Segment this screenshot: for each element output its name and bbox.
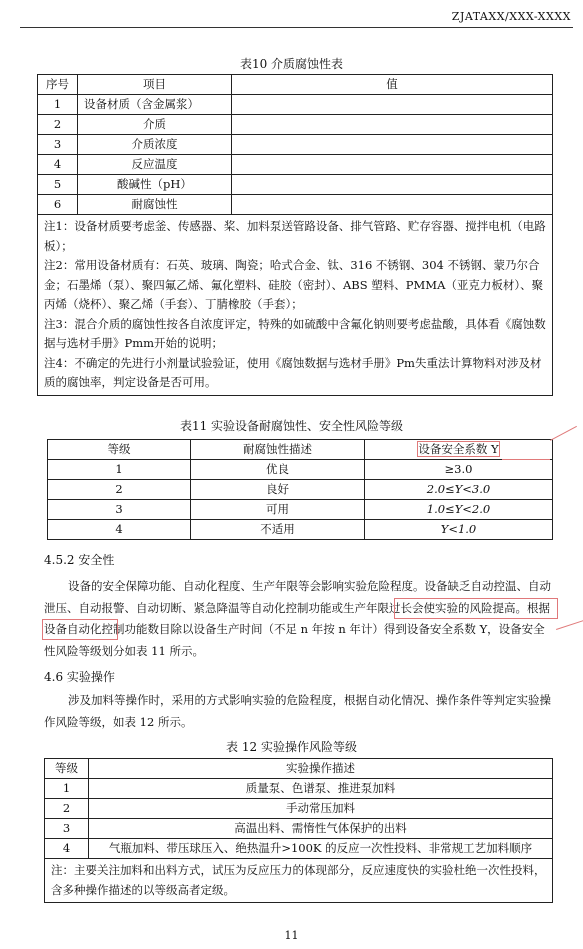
table-notes-row	[38, 215, 553, 396]
note-4: 注4：不确定的先进行小剂量试验验证，使用《腐蚀数据与选材手册》Pm失重法计算物料对涉及材质的腐蚀率，判定设备是否可用。	[44, 355, 542, 389]
note-2: 注2：常用设备材质有：石英、玻璃、陶瓷；哈式合金、钛、316 不锈钢、304 不锈钢、蒙乃尔合金；石墨烯（泵）、聚四氟乙烯、氟化塑料、硅胶（密封）、ABS 塑料、PMMA（亚克力板材）、聚丙烯（烧杯）、聚乙烯（手套）、丁腈橡胶（手套）；	[44, 258, 544, 311]
document-code: ZJATAXX/XXX-XXXX	[451, 10, 571, 23]
col-header	[365, 440, 553, 460]
section-heading: 4.6 实验操作	[44, 670, 115, 684]
cell-value[interactable]	[232, 175, 553, 195]
col-header: 值	[232, 75, 553, 95]
col-header: 项目	[78, 75, 232, 95]
table-header-row	[38, 75, 553, 95]
cell-value[interactable]	[232, 135, 553, 155]
cell-desc: 气瓶加料、带压球压入、绝热温升>100K 的反应一次性投料、非常规工艺加料顺序	[89, 839, 553, 859]
table10-notes	[38, 215, 553, 396]
note-3: 注3：混合介质的腐蚀性按各自浓度评定，特殊的如硫酸中含氟化钠则要考虑盐酸，具体看《腐蚀数据与选材手册》Pmm开始的说明；	[44, 316, 546, 350]
table12	[44, 758, 553, 903]
table-row	[45, 839, 553, 859]
annotation-connector	[556, 620, 583, 630]
cell-item: 介质浓度	[78, 135, 232, 155]
cell-no: 2	[38, 115, 78, 135]
cell-no: 6	[38, 195, 78, 215]
table-row	[45, 799, 553, 819]
cell-desc: 优良	[191, 460, 365, 480]
cell-factor: Y<1.0	[365, 520, 553, 540]
cell-desc: 不适用	[191, 520, 365, 540]
cell-value[interactable]	[232, 195, 553, 215]
table10	[37, 74, 553, 396]
table-header-row	[45, 759, 553, 779]
cell-desc: 质量泵、色谱泵、推进泵加料	[89, 779, 553, 799]
cell-level: 2	[45, 799, 89, 819]
cell-level: 1	[48, 460, 191, 480]
section-heading: 4.5.2 安全性	[44, 553, 115, 567]
table-row	[38, 155, 553, 175]
cell-factor: ≥3.0	[365, 460, 553, 480]
col-header: 耐腐蚀性描述	[191, 440, 365, 460]
cell-item: 酸碱性（pH）	[78, 175, 232, 195]
cell-desc: 手动常压加料	[89, 799, 553, 819]
table-row	[38, 175, 553, 195]
col-header: 等级	[45, 759, 89, 779]
cell-item: 介质	[78, 115, 232, 135]
section-paragraph: 涉及加料等操作时，采用的方式影响实验的危险程度，根据自动化情况、操作条件等判定实验操作风险等级，如表 12 所示。	[44, 693, 551, 729]
cell-no: 3	[38, 135, 78, 155]
table-row	[48, 460, 553, 480]
table-row	[45, 779, 553, 799]
header-rule	[20, 27, 573, 28]
col-header: 序号	[38, 75, 78, 95]
table-row	[38, 95, 553, 115]
cell-no: 4	[38, 155, 78, 175]
cell-no: 5	[38, 175, 78, 195]
table-row	[38, 135, 553, 155]
table12-caption: 表 12 实验操作风险等级	[226, 740, 357, 754]
col-header: 等级	[48, 440, 191, 460]
note-1: 注1：设备材质要考虑釜、传感器、桨、加料泵送管路设备、排气管路、贮存容器、搅拌电机（电路板）；	[44, 219, 546, 253]
table11	[47, 439, 553, 540]
cell-desc: 良好	[191, 480, 365, 500]
cell-level: 4	[48, 520, 191, 540]
cell-item: 设备材质（含金属浆）	[78, 95, 232, 115]
cell-factor: 1.0≤Y<2.0	[365, 500, 553, 520]
cell-no: 1	[38, 95, 78, 115]
cell-value[interactable]	[232, 95, 553, 115]
section-paragraph: 设备的安全保障功能、自动化程度、生产年限等会影响实验危险程度。设备缺乏自动控温、自动泄压、自动报警、自动切断、紧急降温等自动化控制功能或生产年限过长会使实验的风险提高。根据设备自动化控制功能数目除以设备生产时间（不足 n 年按 n 年计）得到设备安全系数 Y，设备安全性风险等级划分如表 11 所示。	[44, 579, 551, 658]
col-header: 实验操作描述	[89, 759, 553, 779]
highlighted-header[interactable]: 设备安全系数 Y	[418, 442, 499, 456]
table-row	[48, 500, 553, 520]
cell-desc: 高温出料、需惰性气体保护的出料	[89, 819, 553, 839]
cell-level: 1	[45, 779, 89, 799]
cell-factor: 2.0≤Y<3.0	[365, 480, 553, 500]
cell-level: 2	[48, 480, 191, 500]
cell-value[interactable]	[232, 155, 553, 175]
table11-caption: 表11 实验设备耐腐蚀性、安全性风险等级	[179, 419, 404, 433]
table-notes-row	[45, 859, 553, 903]
cell-item: 耐腐蚀性	[78, 195, 232, 215]
table-row	[48, 480, 553, 500]
page-number: 11	[284, 929, 299, 942]
cell-value[interactable]	[232, 115, 553, 135]
table10-caption: 表10 介质腐蚀性表	[239, 57, 344, 71]
table-header-row	[48, 440, 553, 460]
table-row	[38, 195, 553, 215]
table-row	[45, 819, 553, 839]
table12-note: 注：主要关注加料和出料方式，试压为反应压力的体现部分，反应速度快的实验杜绝一次性投料，含多种操作描述的以等级高者定级。	[45, 859, 553, 903]
table-row	[38, 115, 553, 135]
cell-level: 4	[45, 839, 89, 859]
cell-desc: 可用	[191, 500, 365, 520]
cell-item: 反应温度	[78, 155, 232, 175]
cell-level: 3	[48, 500, 191, 520]
table-row	[48, 520, 553, 540]
cell-level: 3	[45, 819, 89, 839]
annotation-connector	[502, 459, 550, 460]
